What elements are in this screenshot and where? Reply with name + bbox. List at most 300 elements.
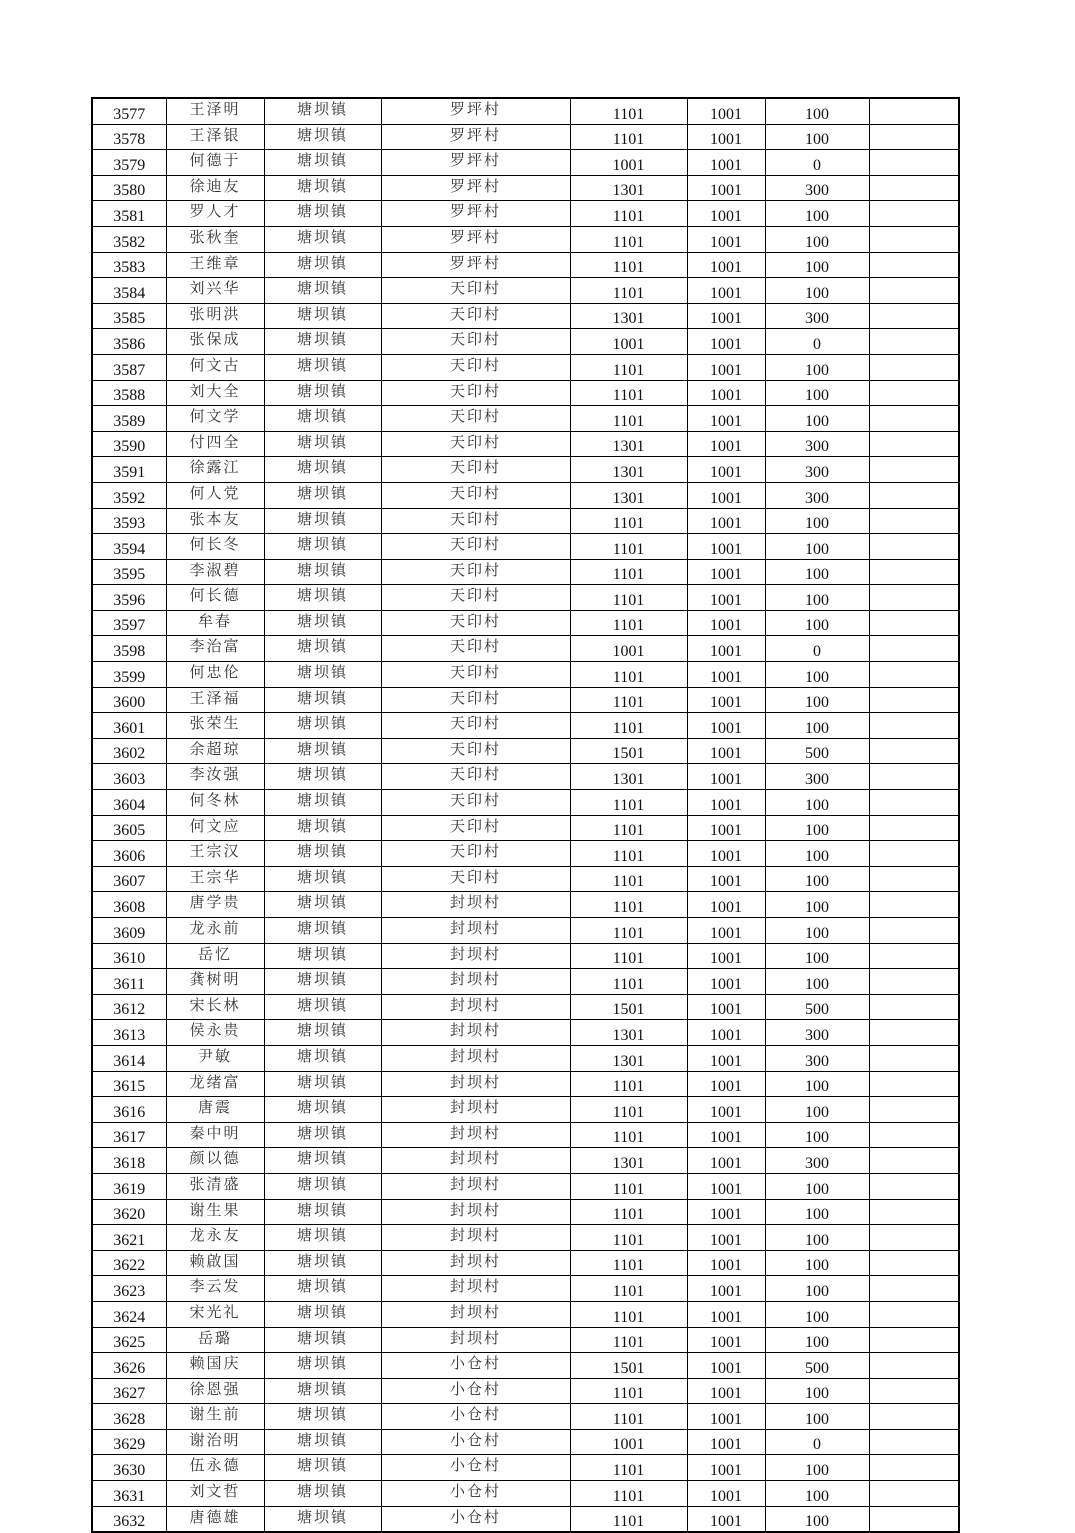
value-a-cell: 1501 <box>570 1353 687 1379</box>
row-number-cell: 3599 <box>92 662 166 688</box>
village-cell: 天印村 <box>381 687 570 713</box>
town-cell: 塘坝镇 <box>264 1148 381 1174</box>
village-cell: 天印村 <box>381 431 570 457</box>
value-b-cell: 1001 <box>687 585 765 611</box>
village-cell: 天印村 <box>381 585 570 611</box>
person-name-cell: 刘大全 <box>166 380 264 406</box>
value-b-cell: 1001 <box>687 1481 765 1507</box>
row-number-cell: 3623 <box>92 1276 166 1302</box>
remark-cell <box>869 98 959 124</box>
town-cell: 塘坝镇 <box>264 764 381 790</box>
table-row <box>92 892 959 918</box>
table-row <box>92 482 959 508</box>
amount-cell: 100 <box>765 559 869 585</box>
amount-cell: 100 <box>765 943 869 969</box>
value-a-cell: 1101 <box>570 969 687 995</box>
person-name-cell: 余超琼 <box>166 738 264 764</box>
value-b-cell: 1001 <box>687 764 765 790</box>
row-number-cell: 3616 <box>92 1097 166 1123</box>
row-number-cell: 3620 <box>92 1199 166 1225</box>
person-name-cell: 谢治明 <box>166 1429 264 1455</box>
value-a-cell: 1101 <box>570 1481 687 1507</box>
remark-cell <box>869 713 959 739</box>
amount-cell: 100 <box>765 662 869 688</box>
value-a-cell: 1101 <box>570 1225 687 1251</box>
amount-cell: 0 <box>765 636 869 662</box>
table-row <box>92 150 959 176</box>
value-b-cell: 1001 <box>687 406 765 432</box>
table-row <box>92 1097 959 1123</box>
value-a-cell: 1101 <box>570 1122 687 1148</box>
village-cell: 封坝村 <box>381 918 570 944</box>
row-number-cell: 3605 <box>92 815 166 841</box>
town-cell: 塘坝镇 <box>264 1455 381 1481</box>
town-cell: 塘坝镇 <box>264 610 381 636</box>
value-a-cell: 1101 <box>570 943 687 969</box>
value-b-cell: 1001 <box>687 201 765 227</box>
value-a-cell: 1101 <box>570 559 687 585</box>
table-row <box>92 1045 959 1071</box>
value-a-cell: 1001 <box>570 150 687 176</box>
value-a-cell: 1101 <box>570 713 687 739</box>
town-cell: 塘坝镇 <box>264 1353 381 1379</box>
row-number-cell: 3577 <box>92 98 166 124</box>
amount-cell: 100 <box>765 892 869 918</box>
row-number-cell: 3625 <box>92 1327 166 1353</box>
town-cell: 塘坝镇 <box>264 713 381 739</box>
amount-cell: 100 <box>765 1455 869 1481</box>
value-b-cell: 1001 <box>687 918 765 944</box>
table-row <box>92 1071 959 1097</box>
remark-cell <box>869 278 959 304</box>
village-cell: 封坝村 <box>381 1097 570 1123</box>
row-number-cell: 3601 <box>92 713 166 739</box>
remark-cell <box>869 1250 959 1276</box>
remark-cell <box>869 1301 959 1327</box>
value-a-cell: 1301 <box>570 764 687 790</box>
value-b-cell: 1001 <box>687 892 765 918</box>
village-cell: 罗坪村 <box>381 175 570 201</box>
village-cell: 天印村 <box>381 482 570 508</box>
row-number-cell: 3603 <box>92 764 166 790</box>
village-cell: 天印村 <box>381 329 570 355</box>
table-row <box>92 1276 959 1302</box>
value-a-cell: 1101 <box>570 1276 687 1302</box>
town-cell: 塘坝镇 <box>264 278 381 304</box>
person-name-cell: 王宗汉 <box>166 841 264 867</box>
row-number-cell: 3600 <box>92 687 166 713</box>
amount-cell: 100 <box>765 252 869 278</box>
row-number-cell: 3595 <box>92 559 166 585</box>
value-a-cell: 1301 <box>570 1020 687 1046</box>
value-a-cell: 1101 <box>570 1071 687 1097</box>
village-cell: 封坝村 <box>381 1301 570 1327</box>
amount-cell: 100 <box>765 278 869 304</box>
amount-cell: 0 <box>765 329 869 355</box>
amount-cell: 100 <box>765 918 869 944</box>
row-number-cell: 3629 <box>92 1429 166 1455</box>
amount-cell: 300 <box>765 1020 869 1046</box>
town-cell: 塘坝镇 <box>264 687 381 713</box>
value-b-cell: 1001 <box>687 329 765 355</box>
remark-cell <box>869 815 959 841</box>
amount-cell: 100 <box>765 1199 869 1225</box>
town-cell: 塘坝镇 <box>264 892 381 918</box>
table-row <box>92 815 959 841</box>
village-cell: 罗坪村 <box>381 98 570 124</box>
amount-cell: 100 <box>765 687 869 713</box>
row-number-cell: 3619 <box>92 1173 166 1199</box>
row-number-cell: 3607 <box>92 866 166 892</box>
remark-cell <box>869 969 959 995</box>
town-cell: 塘坝镇 <box>264 1122 381 1148</box>
amount-cell: 300 <box>765 431 869 457</box>
value-b-cell: 1001 <box>687 815 765 841</box>
value-a-cell: 1101 <box>570 662 687 688</box>
person-name-cell: 李云发 <box>166 1276 264 1302</box>
remark-cell <box>869 1148 959 1174</box>
village-cell: 封坝村 <box>381 1173 570 1199</box>
table-row <box>92 1404 959 1430</box>
value-b-cell: 1001 <box>687 1173 765 1199</box>
table-row <box>92 329 959 355</box>
table-row <box>92 1327 959 1353</box>
amount-cell: 100 <box>765 815 869 841</box>
town-cell: 塘坝镇 <box>264 1404 381 1430</box>
row-number-cell: 3606 <box>92 841 166 867</box>
town-cell: 塘坝镇 <box>264 380 381 406</box>
amount-cell: 100 <box>765 1122 869 1148</box>
town-cell: 塘坝镇 <box>264 1173 381 1199</box>
row-number-cell: 3586 <box>92 329 166 355</box>
remark-cell <box>869 124 959 150</box>
person-name-cell: 何长冬 <box>166 534 264 560</box>
row-number-cell: 3592 <box>92 482 166 508</box>
town-cell: 塘坝镇 <box>264 175 381 201</box>
amount-cell: 300 <box>765 1045 869 1071</box>
person-name-cell: 侯永贵 <box>166 1020 264 1046</box>
person-name-cell: 张清盛 <box>166 1173 264 1199</box>
value-b-cell: 1001 <box>687 943 765 969</box>
town-cell: 塘坝镇 <box>264 124 381 150</box>
amount-cell: 300 <box>765 175 869 201</box>
town-cell: 塘坝镇 <box>264 994 381 1020</box>
row-number-cell: 3593 <box>92 508 166 534</box>
value-b-cell: 1001 <box>687 482 765 508</box>
table-row <box>92 841 959 867</box>
person-name-cell: 徐迪友 <box>166 175 264 201</box>
value-a-cell: 1101 <box>570 585 687 611</box>
amount-cell: 100 <box>765 226 869 252</box>
amount-cell: 100 <box>765 534 869 560</box>
person-name-cell: 何德于 <box>166 150 264 176</box>
value-a-cell: 1101 <box>570 278 687 304</box>
village-cell: 封坝村 <box>381 1276 570 1302</box>
town-cell: 塘坝镇 <box>264 1327 381 1353</box>
person-name-cell: 刘文哲 <box>166 1481 264 1507</box>
row-number-cell: 3618 <box>92 1148 166 1174</box>
row-number-cell: 3580 <box>92 175 166 201</box>
row-number-cell: 3615 <box>92 1071 166 1097</box>
table-row <box>92 354 959 380</box>
value-a-cell: 1101 <box>570 1097 687 1123</box>
person-name-cell: 张本友 <box>166 508 264 534</box>
value-a-cell: 1301 <box>570 1148 687 1174</box>
amount-cell: 100 <box>765 969 869 995</box>
remark-cell <box>869 380 959 406</box>
town-cell: 塘坝镇 <box>264 815 381 841</box>
amount-cell: 100 <box>765 841 869 867</box>
person-name-cell: 何忠伦 <box>166 662 264 688</box>
village-cell: 封坝村 <box>381 994 570 1020</box>
amount-cell: 100 <box>765 1378 869 1404</box>
value-a-cell: 1101 <box>570 1404 687 1430</box>
town-cell: 塘坝镇 <box>264 866 381 892</box>
table-row <box>92 1301 959 1327</box>
town-cell: 塘坝镇 <box>264 943 381 969</box>
amount-cell: 100 <box>765 1173 869 1199</box>
value-b-cell: 1001 <box>687 713 765 739</box>
value-b-cell: 1001 <box>687 124 765 150</box>
row-number-cell: 3587 <box>92 354 166 380</box>
person-name-cell: 王维章 <box>166 252 264 278</box>
value-b-cell: 1001 <box>687 1199 765 1225</box>
village-cell: 天印村 <box>381 738 570 764</box>
row-number-cell: 3591 <box>92 457 166 483</box>
value-a-cell: 1101 <box>570 892 687 918</box>
person-name-cell: 何冬林 <box>166 790 264 816</box>
value-b-cell: 1001 <box>687 1404 765 1430</box>
town-cell: 塘坝镇 <box>264 201 381 227</box>
table-row <box>92 994 959 1020</box>
village-cell: 天印村 <box>381 841 570 867</box>
amount-cell: 0 <box>765 150 869 176</box>
remark-cell <box>869 406 959 432</box>
value-a-cell: 1001 <box>570 1429 687 1455</box>
value-a-cell: 1101 <box>570 124 687 150</box>
person-name-cell: 何文学 <box>166 406 264 432</box>
remark-cell <box>869 1071 959 1097</box>
village-cell: 罗坪村 <box>381 226 570 252</box>
town-cell: 塘坝镇 <box>264 1071 381 1097</box>
person-name-cell: 张荣生 <box>166 713 264 739</box>
table-row <box>92 175 959 201</box>
town-cell: 塘坝镇 <box>264 1429 381 1455</box>
village-cell: 小仓村 <box>381 1429 570 1455</box>
value-a-cell: 1101 <box>570 1250 687 1276</box>
value-a-cell: 1101 <box>570 98 687 124</box>
row-number-cell: 3584 <box>92 278 166 304</box>
village-cell: 天印村 <box>381 406 570 432</box>
remark-cell <box>869 201 959 227</box>
village-cell: 天印村 <box>381 790 570 816</box>
town-cell: 塘坝镇 <box>264 662 381 688</box>
person-name-cell: 何文应 <box>166 815 264 841</box>
amount-cell: 300 <box>765 1148 869 1174</box>
value-b-cell: 1001 <box>687 380 765 406</box>
village-cell: 封坝村 <box>381 1250 570 1276</box>
amount-cell: 500 <box>765 738 869 764</box>
remark-cell <box>869 175 959 201</box>
value-b-cell: 1001 <box>687 1071 765 1097</box>
remark-cell <box>869 994 959 1020</box>
village-cell: 封坝村 <box>381 969 570 995</box>
value-a-cell: 1001 <box>570 329 687 355</box>
person-name-cell: 付四全 <box>166 431 264 457</box>
remark-cell <box>869 1020 959 1046</box>
remark-cell <box>869 457 959 483</box>
row-number-cell: 3582 <box>92 226 166 252</box>
value-b-cell: 1001 <box>687 610 765 636</box>
remark-cell <box>869 1199 959 1225</box>
row-number-cell: 3589 <box>92 406 166 432</box>
row-number-cell: 3594 <box>92 534 166 560</box>
village-cell: 罗坪村 <box>381 124 570 150</box>
village-cell: 天印村 <box>381 815 570 841</box>
amount-cell: 100 <box>765 354 869 380</box>
remark-cell <box>869 943 959 969</box>
remark-cell <box>869 866 959 892</box>
amount-cell: 100 <box>765 713 869 739</box>
value-b-cell: 1001 <box>687 508 765 534</box>
amount-cell: 100 <box>765 1097 869 1123</box>
value-b-cell: 1001 <box>687 354 765 380</box>
remark-cell <box>869 1045 959 1071</box>
person-name-cell: 王宗华 <box>166 866 264 892</box>
table-row <box>92 1173 959 1199</box>
value-b-cell: 1001 <box>687 1506 765 1532</box>
value-a-cell: 1101 <box>570 1378 687 1404</box>
amount-cell: 100 <box>765 508 869 534</box>
value-a-cell: 1301 <box>570 175 687 201</box>
amount-cell: 100 <box>765 790 869 816</box>
row-number-cell: 3630 <box>92 1455 166 1481</box>
value-a-cell: 1101 <box>570 1199 687 1225</box>
remark-cell <box>869 841 959 867</box>
person-name-cell: 尹敏 <box>166 1045 264 1071</box>
remark-cell <box>869 1353 959 1379</box>
village-cell: 封坝村 <box>381 1020 570 1046</box>
value-b-cell: 1001 <box>687 994 765 1020</box>
amount-cell: 100 <box>765 406 869 432</box>
table-body <box>92 98 959 1532</box>
row-number-cell: 3624 <box>92 1301 166 1327</box>
table-row <box>92 1148 959 1174</box>
person-name-cell: 何文古 <box>166 354 264 380</box>
town-cell: 塘坝镇 <box>264 534 381 560</box>
town-cell: 塘坝镇 <box>264 406 381 432</box>
value-a-cell: 1101 <box>570 508 687 534</box>
value-a-cell: 1101 <box>570 534 687 560</box>
table-row <box>92 943 959 969</box>
value-b-cell: 1001 <box>687 303 765 329</box>
village-cell: 天印村 <box>381 636 570 662</box>
remark-cell <box>869 559 959 585</box>
row-number-cell: 3613 <box>92 1020 166 1046</box>
person-name-cell: 牟春 <box>166 610 264 636</box>
table-row <box>92 1199 959 1225</box>
value-b-cell: 1001 <box>687 1122 765 1148</box>
town-cell: 塘坝镇 <box>264 303 381 329</box>
value-a-cell: 1101 <box>570 1506 687 1532</box>
value-b-cell: 1001 <box>687 1276 765 1302</box>
person-name-cell: 谢生果 <box>166 1199 264 1225</box>
table-row <box>92 764 959 790</box>
amount-cell: 100 <box>765 610 869 636</box>
table-row <box>92 918 959 944</box>
value-a-cell: 1101 <box>570 226 687 252</box>
row-number-cell: 3628 <box>92 1404 166 1430</box>
value-a-cell: 1101 <box>570 354 687 380</box>
row-number-cell: 3608 <box>92 892 166 918</box>
row-number-cell: 3612 <box>92 994 166 1020</box>
amount-cell: 300 <box>765 482 869 508</box>
row-number-cell: 3596 <box>92 585 166 611</box>
remark-cell <box>869 738 959 764</box>
remark-cell <box>869 1378 959 1404</box>
table-row <box>92 1122 959 1148</box>
table-row <box>92 585 959 611</box>
village-cell: 天印村 <box>381 662 570 688</box>
amount-cell: 100 <box>765 1301 869 1327</box>
village-cell: 小仓村 <box>381 1455 570 1481</box>
amount-cell: 100 <box>765 1225 869 1251</box>
town-cell: 塘坝镇 <box>264 354 381 380</box>
person-name-cell: 宋长林 <box>166 994 264 1020</box>
amount-cell: 100 <box>765 866 869 892</box>
person-name-cell: 伍永德 <box>166 1455 264 1481</box>
person-name-cell: 唐震 <box>166 1097 264 1123</box>
table-row <box>92 278 959 304</box>
value-b-cell: 1001 <box>687 1327 765 1353</box>
value-b-cell: 1001 <box>687 1250 765 1276</box>
value-a-cell: 1101 <box>570 918 687 944</box>
village-cell: 小仓村 <box>381 1378 570 1404</box>
remark-cell <box>869 1429 959 1455</box>
remark-cell <box>869 687 959 713</box>
remark-cell <box>869 892 959 918</box>
remark-cell <box>869 790 959 816</box>
person-name-cell: 唐德雄 <box>166 1506 264 1532</box>
value-a-cell: 1301 <box>570 457 687 483</box>
remark-cell <box>869 636 959 662</box>
table-row <box>92 687 959 713</box>
person-name-cell: 王泽银 <box>166 124 264 150</box>
row-number-cell: 3588 <box>92 380 166 406</box>
village-cell: 封坝村 <box>381 943 570 969</box>
value-a-cell: 1101 <box>570 201 687 227</box>
amount-cell: 100 <box>765 1276 869 1302</box>
row-number-cell: 3604 <box>92 790 166 816</box>
value-a-cell: 1101 <box>570 687 687 713</box>
value-a-cell: 1101 <box>570 1455 687 1481</box>
value-a-cell: 1101 <box>570 610 687 636</box>
row-number-cell: 3585 <box>92 303 166 329</box>
value-b-cell: 1001 <box>687 175 765 201</box>
amount-cell: 500 <box>765 1353 869 1379</box>
person-name-cell: 龚树明 <box>166 969 264 995</box>
value-a-cell: 1101 <box>570 815 687 841</box>
value-b-cell: 1001 <box>687 841 765 867</box>
town-cell: 塘坝镇 <box>264 252 381 278</box>
amount-cell: 100 <box>765 201 869 227</box>
value-b-cell: 1001 <box>687 662 765 688</box>
person-name-cell: 龙永友 <box>166 1225 264 1251</box>
town-cell: 塘坝镇 <box>264 457 381 483</box>
amount-cell: 100 <box>765 1506 869 1532</box>
value-b-cell: 1001 <box>687 1020 765 1046</box>
village-cell: 天印村 <box>381 764 570 790</box>
